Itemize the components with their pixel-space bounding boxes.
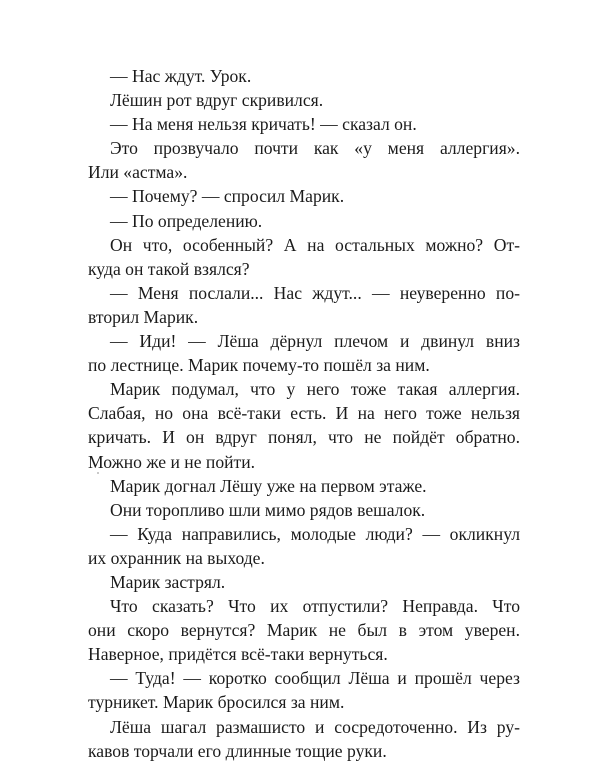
text-line: Слабая, но она всё-таки есть. И на него тоже нельзя (88, 403, 520, 424)
text-line: — Куда направились, молодые люди? — окликнул (110, 523, 520, 544)
text-line: кричать. И он вдруг понял, что не пойдёт обратно. (88, 427, 520, 448)
text-line: турникет. Марик бросился за ним. (88, 692, 345, 713)
text-line: — Иди! — Лёша дёрнул плечом и двинул вниз (110, 331, 520, 352)
text-line: Лёша шагал размашисто и сосредоточенно. Из ру- (110, 716, 520, 737)
text-line: кавов торчали его длинные тощие руки. (88, 740, 387, 761)
text-line: Они торопливо шли мимо рядов вешалок. (110, 499, 426, 520)
text-line: — Почему? — спросил Марик. (110, 186, 345, 207)
text-line: Он что, особенный? А на остальных можно? От- (110, 234, 520, 255)
text-line: — Меня послали... Нас ждут... — неуверенно по- (110, 282, 520, 303)
text-line: они скоро вернутся? Марик не был в этом уверен. (88, 620, 520, 641)
text-line: Лёшин рот вдруг скривился. (110, 90, 324, 111)
text-line: вторил Марик. (88, 306, 199, 327)
text-line: Что сказать? Что их отпустили? Неправда. Что (110, 596, 520, 617)
text-line: Можно же и не пойти. (88, 451, 256, 472)
text-line: куда он такой взялся? (88, 258, 250, 279)
scan-speck (97, 472, 99, 474)
text-line: — На меня нельзя кричать! — сказал он. (110, 114, 417, 135)
text-line: — Нас ждут. Урок. (110, 66, 252, 86)
text-line: Наверное, придётся всё-таки вернуться. (88, 644, 388, 665)
text-line: — По определению. (110, 210, 263, 231)
text-line: — Туда! — коротко сообщил Лёша и прошёл через (110, 668, 520, 689)
text-line: Или «астма». (88, 162, 188, 183)
text-line: их охранник на выходе. (88, 547, 265, 568)
text-line: Марик застрял. (110, 571, 226, 592)
text-line: по лестнице. Марик почему-то пошёл за ним. (88, 355, 430, 376)
text-line: Марик догнал Лёшу уже на первом этаже. (110, 475, 427, 496)
text-line: Это прозвучало почти как «у меня аллергия». (110, 138, 520, 159)
text-line: Марик подумал, что у него тоже такая аллергия. (110, 379, 520, 400)
page-text (88, 64, 520, 763)
